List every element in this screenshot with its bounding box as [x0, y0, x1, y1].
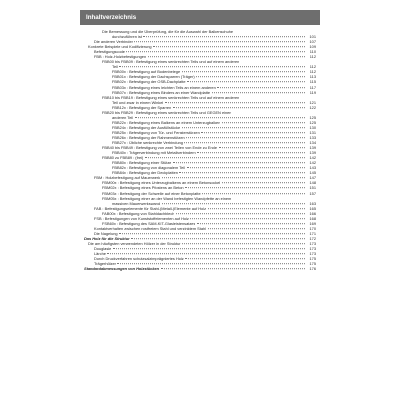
- toc-entry-title: FBM02x : Befestigung eines Pfostens an Beton: [102, 185, 184, 191]
- toc-leader-dots: [217, 87, 304, 88]
- table-of-contents: [80, 25, 320, 271]
- toc-entry-title: Konkrete Beispiele und Kodifizierung: [88, 44, 152, 50]
- toc-page-number: 142: [309, 160, 316, 166]
- toc-page-number: 173: [309, 246, 316, 252]
- toc-leader-dots: [173, 162, 305, 163]
- toc-leader-dots: [185, 188, 304, 189]
- toc-leader-dots: [202, 193, 304, 194]
- toc-entry-title: FBB01x : Befestigung der Dachsparren (Träger): [112, 74, 195, 80]
- toc-page-number: 134: [309, 140, 316, 146]
- toc-leader-dots: [161, 268, 305, 269]
- toc-entry-title: FBB10 bis FBB19 : Befestigung eines senkrechten Teils und auf einem anderen: [102, 94, 240, 100]
- toc-page-number: 139: [309, 150, 316, 156]
- toc-entry-title: FBB07x : Befestigung eines Binders an einer Wandplatte: [112, 89, 211, 95]
- toc-entry-title: FAB00x : Befestigung von Stahldachblech: [102, 210, 175, 216]
- toc-page-number: 112: [309, 69, 316, 75]
- toc-entry-title: FBB80 zu FBB89 : (frei): [102, 155, 144, 161]
- toc-leader-dots: [201, 132, 304, 133]
- toc-entry-title: FBM03x : Befestigung der Schwelle auf einer Betonplatte: [102, 190, 201, 196]
- toc-page-number: 115: [309, 79, 316, 85]
- toc-entry-title: FBB00x : Befestigung auf Bodenbelege: [112, 69, 181, 75]
- toc-entry-title: FBB24x : Befestigung der Ausfüllstücke: [112, 124, 181, 130]
- toc-leader-dots: [197, 152, 304, 153]
- toc-leader-dots: [182, 127, 305, 128]
- toc-page-number: 121: [309, 99, 316, 105]
- toc-page-number: 131: [309, 129, 316, 135]
- toc-leader-dots: [196, 77, 304, 78]
- toc-page-number: 166: [309, 210, 316, 216]
- toc-page-number: 163: [309, 200, 316, 206]
- toc-leader-dots: [162, 203, 305, 204]
- toc-leader-dots: [119, 233, 304, 234]
- toc-entry-title: durchzuführen ist: [112, 34, 142, 40]
- toc-leader-dots: [186, 137, 304, 138]
- toc-page-number: 172: [309, 235, 316, 241]
- toc-entry-title: FBB84x : Befestigung der Deckplatten: [112, 170, 178, 176]
- document-page: [80, 10, 320, 390]
- toc-page-number: 113: [309, 74, 316, 80]
- toc-leader-dots: [153, 46, 304, 47]
- toc-entry-title: FBB26x : Befestigung der Rahmenstützen: [112, 134, 185, 140]
- toc-leader-dots: [117, 263, 304, 264]
- toc-leader-dots: [176, 213, 305, 214]
- toc-page-number: 157: [309, 190, 316, 196]
- toc-entry-title: anderen Teil: [112, 114, 134, 120]
- toc-page-number: 107: [309, 39, 316, 45]
- toc-entry[interactable]: [80, 266, 320, 271]
- toc-entry-title: Durch Druckverfahren schutzsalzimprägniertes Holz: [94, 256, 184, 262]
- toc-leader-dots: [208, 208, 305, 209]
- toc-page-number: 170: [309, 225, 316, 231]
- toc-entry-title: Befestigungscode: [94, 49, 125, 55]
- toc-page-number: 142: [309, 155, 316, 161]
- toc-page-number: 122: [309, 104, 316, 110]
- toc-leader-dots: [113, 248, 305, 249]
- toc-leader-dots: [179, 173, 304, 174]
- toc-entry-title: FBB03x : Befestigung eines leichten Teils an einem anderen: [112, 84, 216, 90]
- toc-page-number: 175: [309, 261, 316, 267]
- toc-page-number: 175: [309, 256, 316, 262]
- toc-entry-title: Die anderen Verbinder: [94, 39, 133, 45]
- toc-leader-dots: [190, 218, 304, 219]
- toc-page-number: 130: [309, 124, 316, 130]
- toc-page-number: 145: [309, 170, 316, 176]
- toc-entry-title: Kontaktverhalten zwischen rostfreiem Stahl und verzinktem Stahl: [94, 225, 207, 231]
- toc-leader-dots: [185, 258, 304, 259]
- toc-leader-dots: [162, 178, 305, 179]
- toc-entry-title: Trägerhölzer: [94, 261, 116, 267]
- toc-leader-dots: [187, 167, 305, 168]
- toc-leader-dots: [119, 67, 304, 68]
- toc-entry-title: FBB25x : Befestigung von Tür- und Fensterstürzen: [112, 129, 200, 135]
- toc-entry-title: Teil und zwar in einem Winkel: [112, 99, 164, 105]
- toc-leader-dots: [197, 223, 305, 224]
- toc-page-number: 165: [309, 205, 316, 211]
- toc-entry-title: FBB00 bis FBB09 : Befestigung eines senkrechten Teils und auf einem anderen: [102, 59, 240, 65]
- toc-page-number: 119: [309, 89, 316, 95]
- toc-leader-dots: [212, 92, 305, 93]
- toc-entry-title: FBM00x : Befestigung eines Unterzugbalkens an einem Betonsockel: [102, 180, 221, 186]
- toc-entry-title: FBB : Holz-Holzbefestigungen: [94, 54, 147, 60]
- toc-entry-title: FBM : Holzbefestigung auf Mauerwerk: [94, 175, 161, 181]
- toc-entry-title: FBB80x : Befestigung einer Stütze: [112, 160, 172, 166]
- toc-entry-title: FBB20 bis FBB29 : Befestigung eines senkrechten Teils und GEGEN einen: [102, 109, 232, 115]
- toc-page-number: 139: [309, 145, 316, 151]
- toc-entry-title: FBB12x : Befestigung der Sparren: [112, 104, 172, 110]
- toc-page-number: 112: [309, 54, 316, 60]
- toc-page-number: 147: [309, 175, 316, 181]
- toc-page-number: 169: [309, 220, 316, 226]
- toc-page-number: 168: [309, 215, 316, 221]
- toc-entry-title: Douglasie: [94, 246, 112, 252]
- toc-entry-title: FSB : Befestigungen von Kunststoffelementen auf Holz: [94, 215, 189, 221]
- toc-entry-title: Lärche: [94, 251, 106, 257]
- toc-page-number: 109: [309, 44, 316, 50]
- page-title: Inhaltverzeichnis: [86, 14, 137, 21]
- toc-leader-dots: [107, 253, 304, 254]
- toc-page-number: 125: [309, 119, 316, 125]
- toc-page-number: 101: [309, 34, 316, 40]
- toc-entry-title: FBB27x : Übliche senkrechte Verbindung: [112, 140, 183, 146]
- toc-page-number: 173: [309, 240, 316, 246]
- toc-page-number: 173: [309, 251, 316, 257]
- toc-entry-title: FBB02x : Befestigung der OSB-Dachplatte: [112, 79, 186, 85]
- toc-leader-dots: [135, 117, 305, 118]
- toc-leader-dots: [148, 56, 305, 57]
- toc-entry-title: FBM05x : Befestigung einer an der Wand befestigten Wandpfette an einem: [102, 195, 232, 201]
- toc-page-number: 143: [309, 165, 316, 171]
- toc-entry-title: Die Bemessung und die Überprüfung, die für die Auswahl der Balkenschuhe: [102, 29, 234, 34]
- toc-entry-title: Die am häufigsten verwendeten Hölzer in der Struktur: [88, 240, 181, 246]
- toc-leader-dots: [134, 41, 304, 42]
- toc-leader-dots: [222, 122, 305, 123]
- toc-entry-title: massiven Mauerwerkswand: [112, 200, 161, 206]
- toc-entry-title: FSB60x : Befestigung des SAM-KIT-Glasleistensatzes: [102, 220, 196, 226]
- toc-leader-dots: [143, 36, 304, 37]
- toc-page-number: 110: [309, 49, 316, 55]
- toc-leader-dots: [145, 157, 305, 158]
- toc-entry-title: FBB22x : Befestigung eines Balkens an einem Unterzugbalken: [112, 119, 221, 125]
- toc-leader-dots: [184, 142, 304, 143]
- toc-leader-dots: [173, 107, 305, 108]
- toc-entry-title: Teil: [112, 64, 118, 70]
- toc-entry-title: Die Nagelung: [94, 230, 118, 236]
- toc-leader-dots: [126, 51, 304, 52]
- toc-leader-dots: [219, 147, 305, 148]
- page-header: [80, 10, 320, 25]
- toc-page-number: 125: [309, 114, 316, 120]
- toc-leader-dots: [131, 238, 304, 239]
- toc-leader-dots: [208, 228, 305, 229]
- toc-page-number: 176: [309, 266, 316, 272]
- toc-page-number: 112: [309, 64, 316, 70]
- toc-page-number: 151: [309, 185, 316, 191]
- toc-page-number: 171: [309, 230, 316, 236]
- toc-entry-title: FBB82x : Befestigung von diagonalem Teil: [112, 165, 186, 171]
- toc-entry-title: FAB : Befestigungselemente für Stahl-(Metall-)Elemente auf Holz: [94, 205, 207, 211]
- toc-page-number: 148: [309, 180, 316, 186]
- toc-leader-dots: [182, 72, 305, 73]
- toc-entry-title: FBB40x : Trägerverbindung mit Metallverbindern: [112, 150, 196, 156]
- toc-entry-title: Das Holz für die Struktur: [84, 235, 130, 241]
- toc-leader-dots: [187, 82, 304, 83]
- toc-entry-title: Standardabmessungen von Holzstücken: [84, 266, 160, 272]
- toc-leader-dots: [222, 183, 305, 184]
- toc-leader-dots: [182, 243, 304, 244]
- toc-leader-dots: [165, 102, 305, 103]
- toc-entry-title: FBB40 bis FBB49 : Befestigung von zwei Teilen von Ende zu Ende: [102, 145, 217, 151]
- toc-page-number: 133: [309, 134, 316, 140]
- toc-page-number: 117: [309, 84, 316, 90]
